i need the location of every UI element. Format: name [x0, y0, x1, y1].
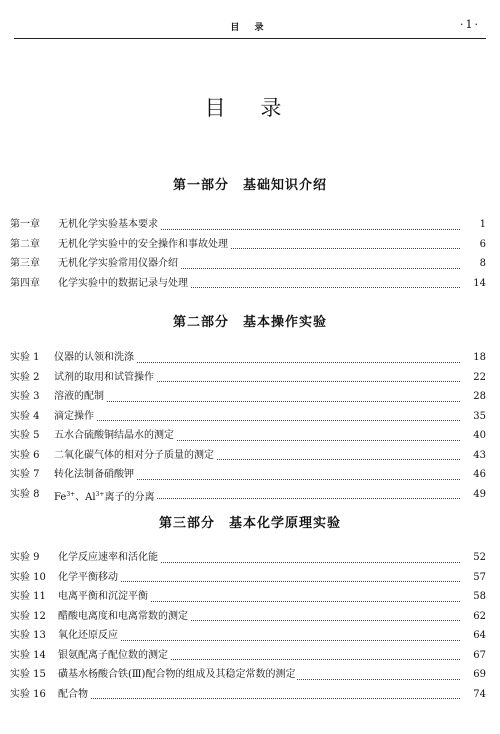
entry-number: 实验 4: [10, 410, 40, 422]
toc-entry[interactable]: [0, 368, 500, 388]
part-1-name: 基础知识介绍: [243, 178, 328, 193]
entry-page: 49: [473, 488, 486, 500]
part-1-number: 第一部分: [172, 178, 229, 193]
toc-entry[interactable]: [0, 465, 500, 485]
entry-page: 43: [473, 449, 486, 461]
entry-page: 52: [473, 552, 486, 563]
page-number: ·1·: [460, 18, 480, 31]
entry-title: 试剂的取用和试管操作: [54, 371, 154, 383]
entry-number: 实验 8: [10, 488, 40, 500]
toc-entry[interactable]: [0, 387, 500, 407]
entry-title: 银氨配离子配位数的测定: [58, 649, 168, 661]
toc-entry[interactable]: [0, 665, 500, 685]
entry-title: 磺基水杨酸合铁(Ⅲ)配合物的组成及其稳定常数的测定: [58, 669, 296, 680]
entry-page: 69: [473, 669, 486, 680]
entry-page: 6: [479, 238, 486, 250]
entry-title: 化学平衡移动: [58, 571, 118, 583]
entry-title-rest: 离子的分离: [104, 491, 155, 503]
entry-page: 8: [479, 258, 486, 269]
entry-title: 氧化还原反应: [58, 630, 118, 641]
entry-page: 28: [473, 391, 486, 402]
toc-entry[interactable]: [0, 607, 500, 627]
entry-page: 62: [473, 610, 486, 622]
toc-entry[interactable]: [0, 274, 500, 294]
toc-entry[interactable]: [0, 348, 500, 368]
toc-entry[interactable]: [0, 215, 500, 235]
entry-page: 22: [473, 371, 486, 383]
entry-title: 仪器的认领和洗涤: [54, 352, 134, 363]
entry-page: 18: [473, 352, 486, 363]
entry-number: 实验 11: [10, 591, 46, 602]
al-symbol: 、Al: [75, 491, 96, 503]
entry-page: 35: [473, 410, 486, 422]
toc-entry[interactable]: [0, 446, 500, 466]
entry-number: 实验 2: [10, 371, 40, 383]
entry-title: [54, 492, 156, 503]
toc-entry[interactable]: [0, 685, 500, 705]
entry-page: 14: [473, 277, 486, 289]
entry-number: 第三章: [10, 258, 40, 269]
toc-entry[interactable]: [0, 235, 500, 255]
entry-number: 实验 16: [10, 688, 46, 700]
entry-title: 无机化学实验常用仪器介绍: [58, 258, 178, 269]
entry-title: 五水合硫酸铜结晶水的测定: [54, 430, 174, 441]
part-2-entries: [0, 348, 500, 504]
toc-entry[interactable]: [0, 568, 500, 588]
running-header: [14, 14, 486, 39]
entry-number: 实验 7: [10, 469, 40, 480]
part-1-heading: [0, 174, 500, 193]
entry-number: 实验 12: [10, 610, 46, 622]
part-3-entries: [0, 548, 500, 704]
entry-title: 配合物: [58, 688, 88, 700]
page-title: 目 录: [204, 96, 296, 120]
entry-title: 电离平衡和沉淀平衡: [58, 591, 148, 602]
part-1-entries: [0, 215, 500, 293]
fe-symbol: Fe: [54, 491, 67, 503]
entry-number: 第二章: [10, 238, 40, 250]
part-3-name: 基本化学原理实验: [229, 516, 342, 531]
entry-number: 第一章: [10, 219, 40, 230]
entry-page: 58: [473, 591, 486, 602]
entry-page: 67: [473, 649, 486, 661]
entry-number: 第四章: [10, 277, 40, 289]
entry-number: 实验 13: [10, 630, 46, 641]
entry-number: 实验 9: [10, 552, 40, 563]
toc-entry[interactable]: [0, 407, 500, 427]
entry-title: 转化法制备硝酸钾: [54, 469, 134, 480]
entry-page: 64: [473, 630, 486, 641]
toc-entry[interactable]: [0, 254, 500, 274]
entry-title: 化学实验中的数据记录与处理: [58, 277, 188, 289]
entry-title: 溶液的配制: [54, 391, 104, 402]
entry-number: 实验 3: [10, 391, 40, 402]
part-2-number: 第二部分: [172, 315, 229, 330]
al-charge: 3+: [95, 490, 105, 498]
entry-number: 实验 15: [10, 669, 46, 680]
entry-page: 1: [479, 219, 486, 230]
toc-entry[interactable]: [0, 646, 500, 666]
toc-entry[interactable]: [0, 548, 500, 568]
toc-entry[interactable]: [0, 426, 500, 446]
fe-charge: 3+: [66, 490, 76, 498]
part-2-name: 基本操作实验: [243, 315, 328, 330]
entry-title: 无机化学实验基本要求: [58, 219, 158, 230]
entry-title: 醋酸电离度和电离常数的测定: [58, 610, 188, 622]
entry-page: 40: [473, 430, 486, 441]
part-3-heading: [0, 512, 500, 531]
entry-page: 57: [473, 571, 486, 583]
entry-number: 实验 6: [10, 449, 40, 461]
entry-number: 实验 14: [10, 649, 46, 661]
entry-title: 无机化学实验中的安全操作和事故处理: [58, 238, 228, 250]
entry-number: 实验 5: [10, 430, 40, 441]
entry-number: 实验 10: [10, 571, 46, 583]
entry-page: 74: [473, 688, 486, 700]
entry-page: 46: [473, 469, 486, 480]
entry-title: 滴定操作: [54, 410, 94, 422]
toc-entry[interactable]: [0, 587, 500, 607]
part-2-heading: [0, 311, 500, 330]
toc-entry[interactable]: [0, 485, 500, 505]
entry-title: 二氧化碳气体的相对分子质量的测定: [54, 449, 214, 461]
entry-title: 化学反应速率和活化能: [58, 552, 158, 563]
toc-entry[interactable]: [0, 626, 500, 646]
entry-number: 实验 1: [10, 352, 40, 363]
running-title: 目 录: [230, 23, 270, 33]
part-3-number: 第三部分: [158, 516, 215, 531]
